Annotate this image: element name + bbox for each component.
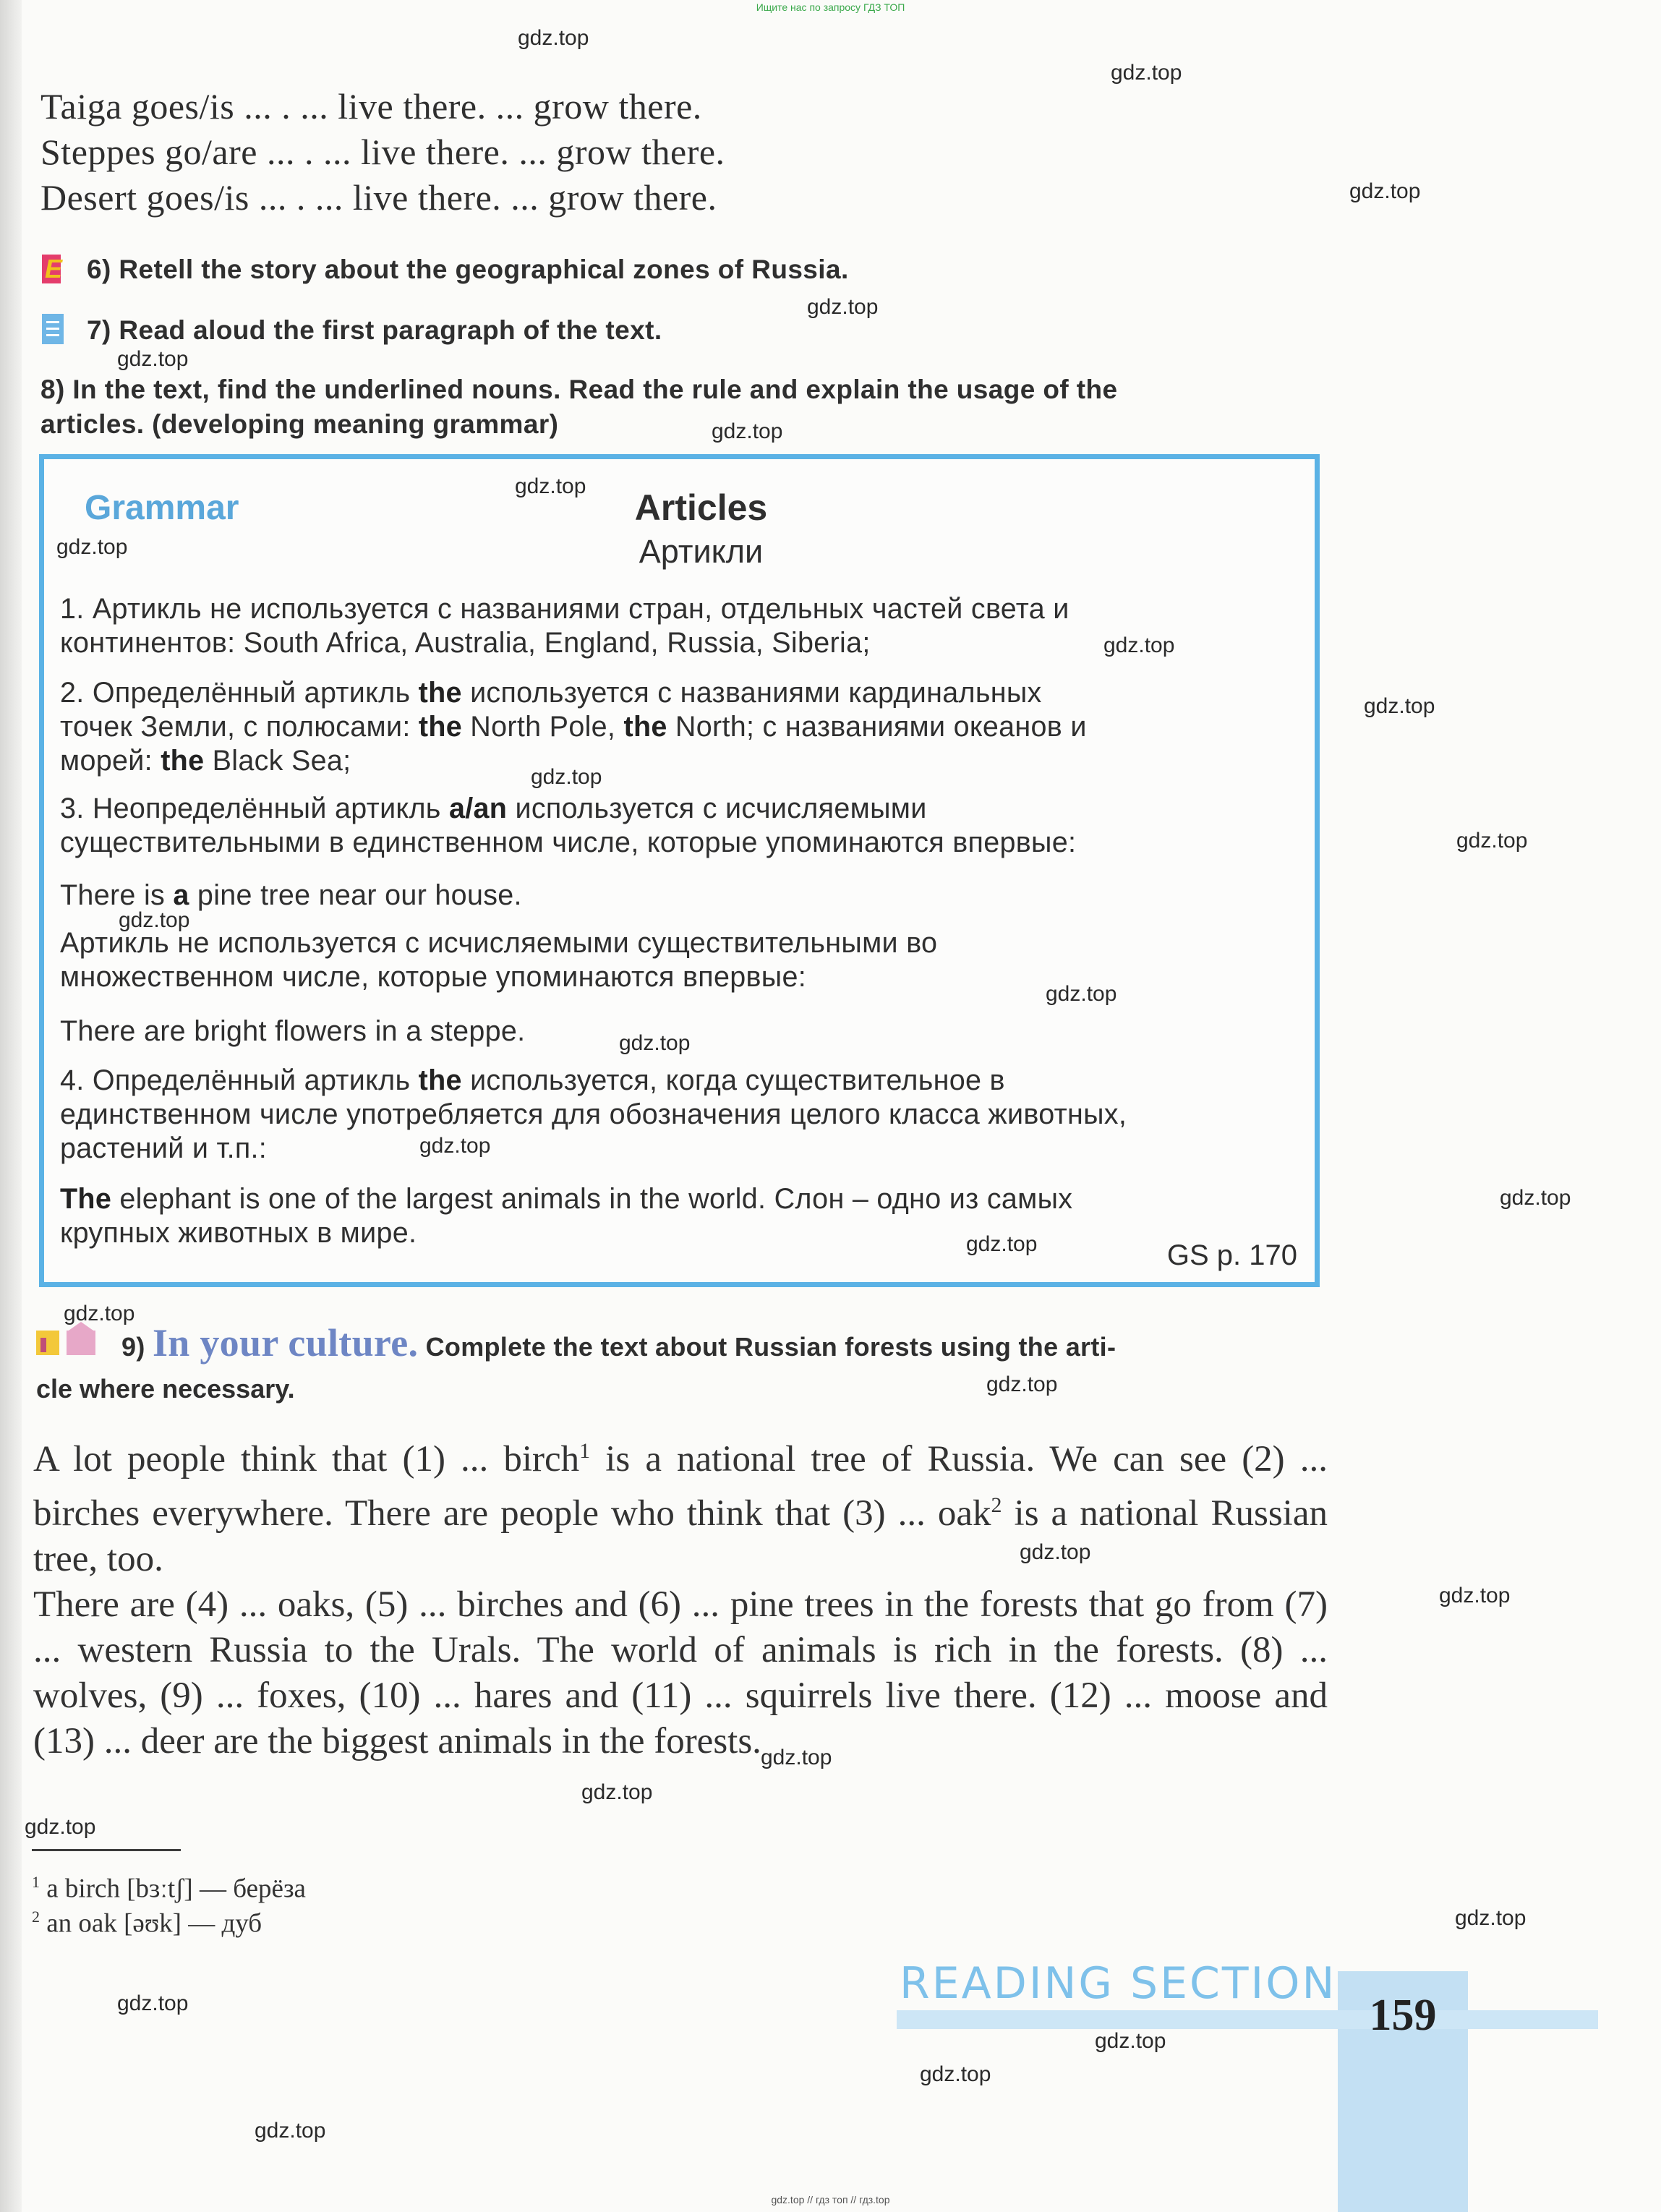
watermark: gdz.top [1103, 633, 1175, 657]
forest-text-p2: There are (4) ... oaks, (5) ... birches and (6) ... pine trees in the forests that go from (7) ... western Russia to the Urals. The world of animals is rich in the forests. (8) ... wolves, (9) ... foxes, (10) ... hares and (11) ... squirrels live there. (12) ... moose and (13) ... deer are the biggest animals in the forests. [33, 1584, 1328, 1762]
watermark: gdz.top [1455, 1906, 1527, 1930]
watermark: gdz.top [1500, 1186, 1571, 1210]
watermark: gdz.top [986, 1372, 1058, 1396]
houses-icon [36, 1325, 103, 1357]
watermark: gdz.top [25, 1815, 96, 1839]
watermark: gdz.top [581, 1780, 653, 1804]
taiga-line: Taiga goes/is ... . ... live there. ... grow there. [40, 86, 702, 127]
watermark: gdz.top [966, 1232, 1038, 1256]
footnote-2: $^2$ an oak [əʊk] — дуб [32, 1908, 262, 1939]
desert-line: Desert goes/is ... . ... live there. ... grow there. [40, 177, 717, 218]
example-1: There is a pine tree near our house. [60, 879, 522, 911]
watermark: gdz.top [117, 347, 189, 371]
grammar-box [39, 454, 1320, 1287]
forest-text [33, 1428, 1328, 1764]
task-8-line1: 8) In the text, find the underlined nouns. Read the rule and explain the usage of the [40, 375, 1118, 404]
top-note: Ищите нас по запросу ГДЗ ТОП [756, 1, 905, 13]
watermark: gdz.top [1349, 179, 1421, 203]
watermark: gdz.top [119, 908, 190, 932]
watermark: gdz.top [1456, 829, 1528, 853]
page-number: 159 [1369, 1991, 1437, 2040]
watermark: gdz.top [117, 1991, 189, 2015]
watermark: gdz.top [56, 535, 128, 559]
watermark: gdz.top [920, 2062, 991, 2086]
task-6: 6) Retell the story about the geographical zones of Russia. [87, 255, 849, 284]
forest-text-p1: A lot people think that (1) ... birch$^1$ is a national tree of Russia. We can see (2) ... birches everywhere. There are people who think that (3) ... oak$^2$ is a national Russian tree, too. [33, 1439, 1328, 1579]
example-3: The elephant is one of the largest animals in the world. Слон – одно из самых крупных животных в мире. [60, 1183, 1073, 1249]
section-title: READING SECTION [900, 1958, 1337, 2009]
grammar-subtitle: Артикли [639, 533, 764, 570]
section-band [897, 2010, 1598, 2029]
rule-3-note: Артикль не используется с исчисляемыми существительными во множественном числе, которые упоминаются впервые: [60, 927, 938, 993]
task-8-line2: articles. (developing meaning grammar) [40, 409, 559, 439]
watermark: gdz.top [1364, 694, 1435, 718]
page-edge-shadow [0, 0, 22, 2212]
e-letter-icon: E [42, 255, 61, 283]
watermark: gdz.top [1020, 1540, 1091, 1564]
rule-4: 4. Определённый артикль the используется, когда существительное в единственном числе употребляется для обозначения целого класса животных, растений и т.п.: [60, 1064, 1127, 1164]
watermark: gdz.top [1111, 61, 1182, 85]
watermark: gdz.top [515, 474, 586, 498]
grammar-title: Articles [634, 487, 768, 528]
task-9-line1: 9) In your culture. Complete the text about Russian forests using the arti- [121, 1321, 1116, 1365]
steppes-line: Steppes go/are ... . ... live there. ... grow there. [40, 132, 725, 172]
watermark: gdz.top [807, 295, 879, 319]
watermark: gdz.top [518, 26, 589, 50]
watermark: gdz.top [419, 1134, 491, 1158]
watermark: gdz.top [64, 1302, 135, 1325]
watermark: gdz.top [1439, 1584, 1511, 1607]
book-icon [42, 314, 64, 344]
footnote-1: $^1$ a birch [bɜːtʃ] — берёза [32, 1873, 306, 1904]
watermark: gdz.top [761, 1746, 832, 1769]
rule-3: 3. Неопределённый артикль a/an используется с исчисляемыми существительными в единственном числе, которые упоминаются впервые: [60, 793, 1077, 858]
watermark: gdz.top [255, 2119, 326, 2143]
grammar-reference: GS p. 170 [1166, 1239, 1297, 1271]
rule-2: 2. Определённый артикль the используется с названиями кардинальных точек Земли, с полюсами: the North Pole, the North; с названиями океанов и морей: the Black Sea; [60, 677, 1087, 777]
watermark: gdz.top [712, 419, 783, 443]
watermark: gdz.top [531, 765, 602, 789]
bottom-note: gdz.top // гдз топ // гдз.top [771, 2194, 890, 2205]
watermark: gdz.top [1095, 2029, 1166, 2053]
example-2: There are bright flowers in a steppe. [60, 1015, 526, 1047]
task-7: 7) Read aloud the first paragraph of the text. [87, 315, 662, 345]
task-9-line2: cle where necessary. [36, 1374, 295, 1404]
watermark: gdz.top [1046, 982, 1117, 1006]
footnote-rule [32, 1849, 181, 1851]
watermark: gdz.top [619, 1031, 691, 1055]
grammar-label: Grammar [85, 489, 239, 527]
rule-1: 1. Артикль не используется с названиями стран, отдельных частей света и континентов: South Africa, Australia, England, Russia, Siberia; [60, 593, 1069, 659]
